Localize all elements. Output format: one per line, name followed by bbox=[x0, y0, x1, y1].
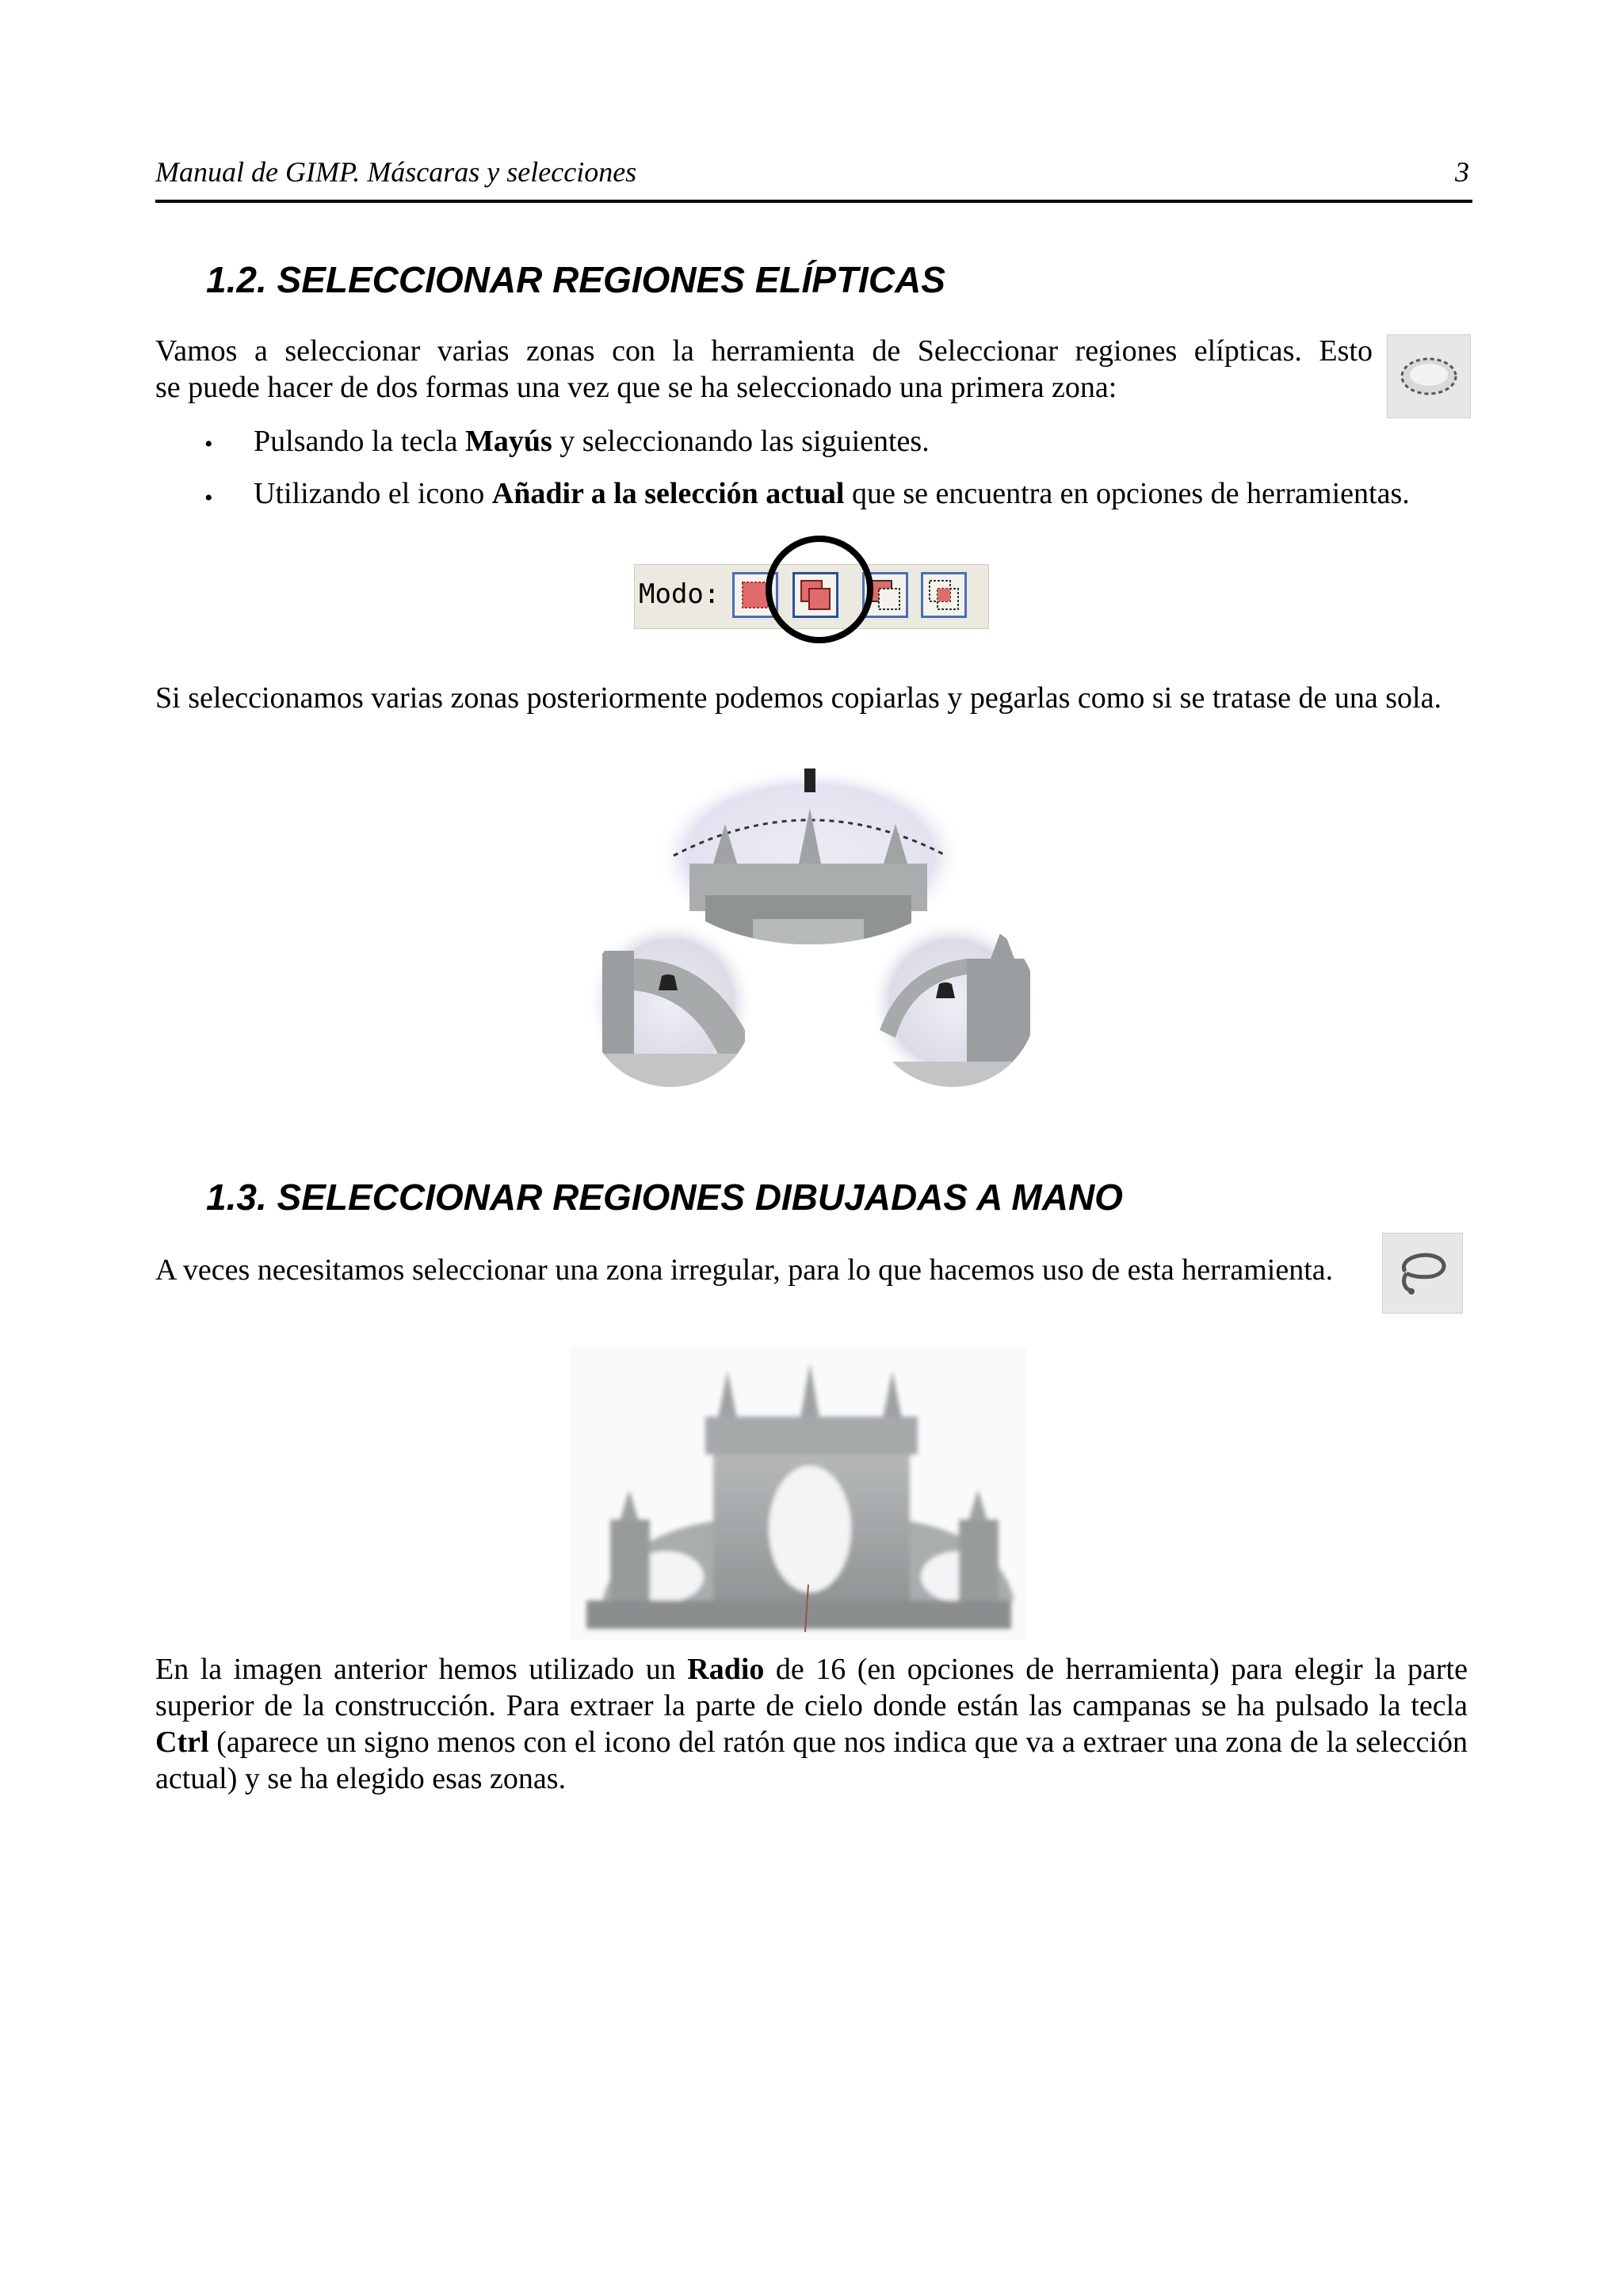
key-mayus: Mayús bbox=[464, 425, 552, 458]
intro-paragraph-freehand: A veces necesitamos seleccionar una zona irregular, para lo que hacemos uso de esta herramienta. bbox=[155, 1253, 1334, 1287]
page-header bbox=[155, 152, 1472, 203]
intro-line-2: se puede hacer de dos formas una vez que se ha seleccionado una primera zona: bbox=[155, 371, 1117, 404]
page-number: 3 bbox=[1455, 156, 1469, 188]
bullet-marker: • bbox=[204, 431, 213, 457]
ctrl-key-label: Ctrl bbox=[155, 1726, 209, 1759]
header-title: Manual de GIMP. Máscaras y selecciones bbox=[155, 156, 637, 188]
section-heading-freehand: 1.3. SELECCIONAR REGIONES DIBUJADAS A MANO bbox=[206, 1177, 1123, 1218]
section-heading-elliptical: 1.2. SELECCIONAR REGIONES ELÍPTICAS bbox=[206, 259, 945, 300]
elliptical-selections-image bbox=[586, 769, 1038, 1093]
bullet-item-shift: Pulsando la tecla Mayús y seleccionando las siguientes. bbox=[254, 425, 930, 458]
freehand-selection-image bbox=[571, 1347, 1027, 1640]
bullet-item-add-selection: Utilizando el icono Añadir a la selección actual que se encuentra en opciones de herramientas. bbox=[254, 477, 1410, 510]
mode-label: Modo: bbox=[639, 578, 720, 610]
copy-paste-paragraph: Si seleccionamos varias zonas posteriormente podemos copiarlas y pegarlas como si se tratase de una sola. bbox=[155, 681, 1442, 715]
bullet-marker: • bbox=[204, 485, 213, 511]
intro-paragraph-elliptical bbox=[155, 333, 1373, 406]
intersect-selection-mode-button[interactable] bbox=[921, 572, 967, 618]
add-selection-label: Añadir a la selección actual bbox=[491, 477, 845, 510]
intro-line-1: Vamos a seleccionar varias zonas con la herramienta de Seleccionar regiones elípticas. Esto bbox=[155, 334, 1373, 368]
ellipse-select-tool-icon bbox=[1387, 334, 1471, 418]
lasso-select-tool-icon bbox=[1382, 1233, 1463, 1314]
radio-label: Radio bbox=[687, 1653, 765, 1686]
highlight-circle bbox=[766, 536, 873, 643]
radio-ctrl-paragraph: En la imagen anterior hemos utilizado un Radio de 16 (en opciones de herramienta) para elegir la parte superior de la construcción. Para extraer la parte de cielo donde están las campanas se ha pulsado la tecla Ctrl (aparece un signo menos con el icono del ratón que nos indica que va a extraer una zona de la selección actual) y se ha elegido esas zonas. bbox=[155, 1653, 1468, 1795]
